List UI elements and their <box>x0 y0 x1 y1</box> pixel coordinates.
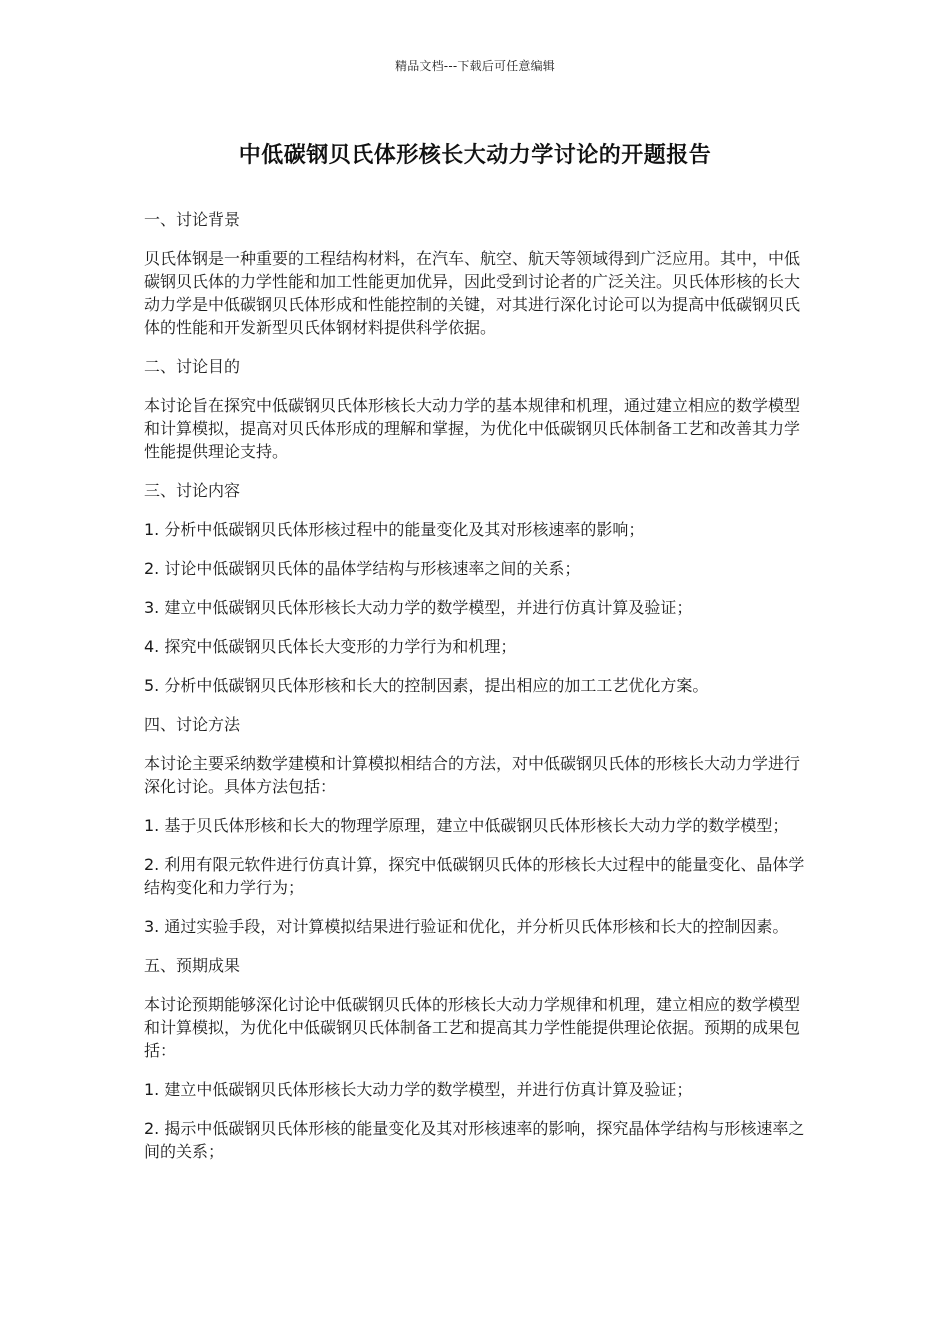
list-item: 3. 通过实验手段，对计算模拟结果进行验证和优化，并分析贝氏体形核和长大的控制因素。 <box>144 917 789 936</box>
section-heading: 四、讨论方法 <box>144 715 241 734</box>
header-note: 精品文档---下载后可任意编辑 <box>395 59 555 73</box>
section-background <box>144 208 810 339</box>
paragraph: 本讨论预期能够深化讨论中低碳钢贝氏体的形核长大动力学规律和机理，建立相应的数学模型和计算模拟，为优化中低碳钢贝氏体制备工艺和提高其力学性能提供理论依据。预期的成果包括： <box>144 995 801 1060</box>
list-item: 1. 建立中低碳钢贝氏体形核长大动力学的数学模型，并进行仿真计算及验证； <box>144 1080 693 1099</box>
section-methods <box>144 713 810 938</box>
list-item: 1. 基于贝氏体形核和长大的物理学原理，建立中低碳钢贝氏体形核长大动力学的数学模型； <box>144 816 789 835</box>
list-item: 3. 建立中低碳钢贝氏体形核长大动力学的数学模型，并进行仿真计算及验证； <box>144 598 693 617</box>
section-content <box>144 479 810 697</box>
list-item: 2. 揭示中低碳钢贝氏体形核的能量变化及其对形核速率的影响，探究晶体学结构与形核速率之间的关系； <box>144 1119 805 1161</box>
document-title: 中低碳钢贝氏体形核长大动力学讨论的开题报告 <box>238 143 712 168</box>
list-item: 5. 分析中低碳钢贝氏体形核和长大的控制因素，提出相应的加工工艺优化方案。 <box>144 676 709 695</box>
section-expected-results <box>144 954 810 1163</box>
section-heading: 五、预期成果 <box>144 956 241 975</box>
list-item: 4. 探究中低碳钢贝氏体长大变形的力学行为和机理； <box>144 637 517 656</box>
list-item: 1. 分析中低碳钢贝氏体形核过程中的能量变化及其对形核速率的影响； <box>144 520 645 539</box>
list-item: 2. 利用有限元软件进行仿真计算，探究中低碳钢贝氏体的形核长大过程中的能量变化、晶体学结构变化和力学行为； <box>144 855 805 897</box>
section-purpose <box>144 355 810 463</box>
section-heading: 一、讨论背景 <box>144 210 241 229</box>
paragraph: 本讨论主要采纳数学建模和计算模拟相结合的方法，对中低碳钢贝氏体的形核长大动力学进行深化讨论。具体方法包括： <box>144 754 801 796</box>
document-body <box>144 208 810 1179</box>
paragraph: 贝氏体钢是一种重要的工程结构材料，在汽车、航空、航天等领域得到广泛应用。其中，中低碳钢贝氏体的力学性能和加工性能更加优异，因此受到讨论者的广泛关注。贝氏体形核的长大动力学是中低碳钢贝氏体形成和性能控制的关键，对其进行深化讨论可以为提高中低碳钢贝氏体的性能和开发新型贝氏体钢材料提供科学依据。 <box>144 249 801 337</box>
section-heading: 三、讨论内容 <box>144 481 241 500</box>
paragraph: 本讨论旨在探究中低碳钢贝氏体形核长大动力学的基本规律和机理，通过建立相应的数学模型和计算模拟，提高对贝氏体形成的理解和掌握，为优化中低碳钢贝氏体制备工艺和改善其力学性能提供理论支持。 <box>144 396 801 461</box>
list-item: 2. 讨论中低碳钢贝氏体的晶体学结构与形核速率之间的关系； <box>144 559 581 578</box>
section-heading: 二、讨论目的 <box>144 357 241 376</box>
